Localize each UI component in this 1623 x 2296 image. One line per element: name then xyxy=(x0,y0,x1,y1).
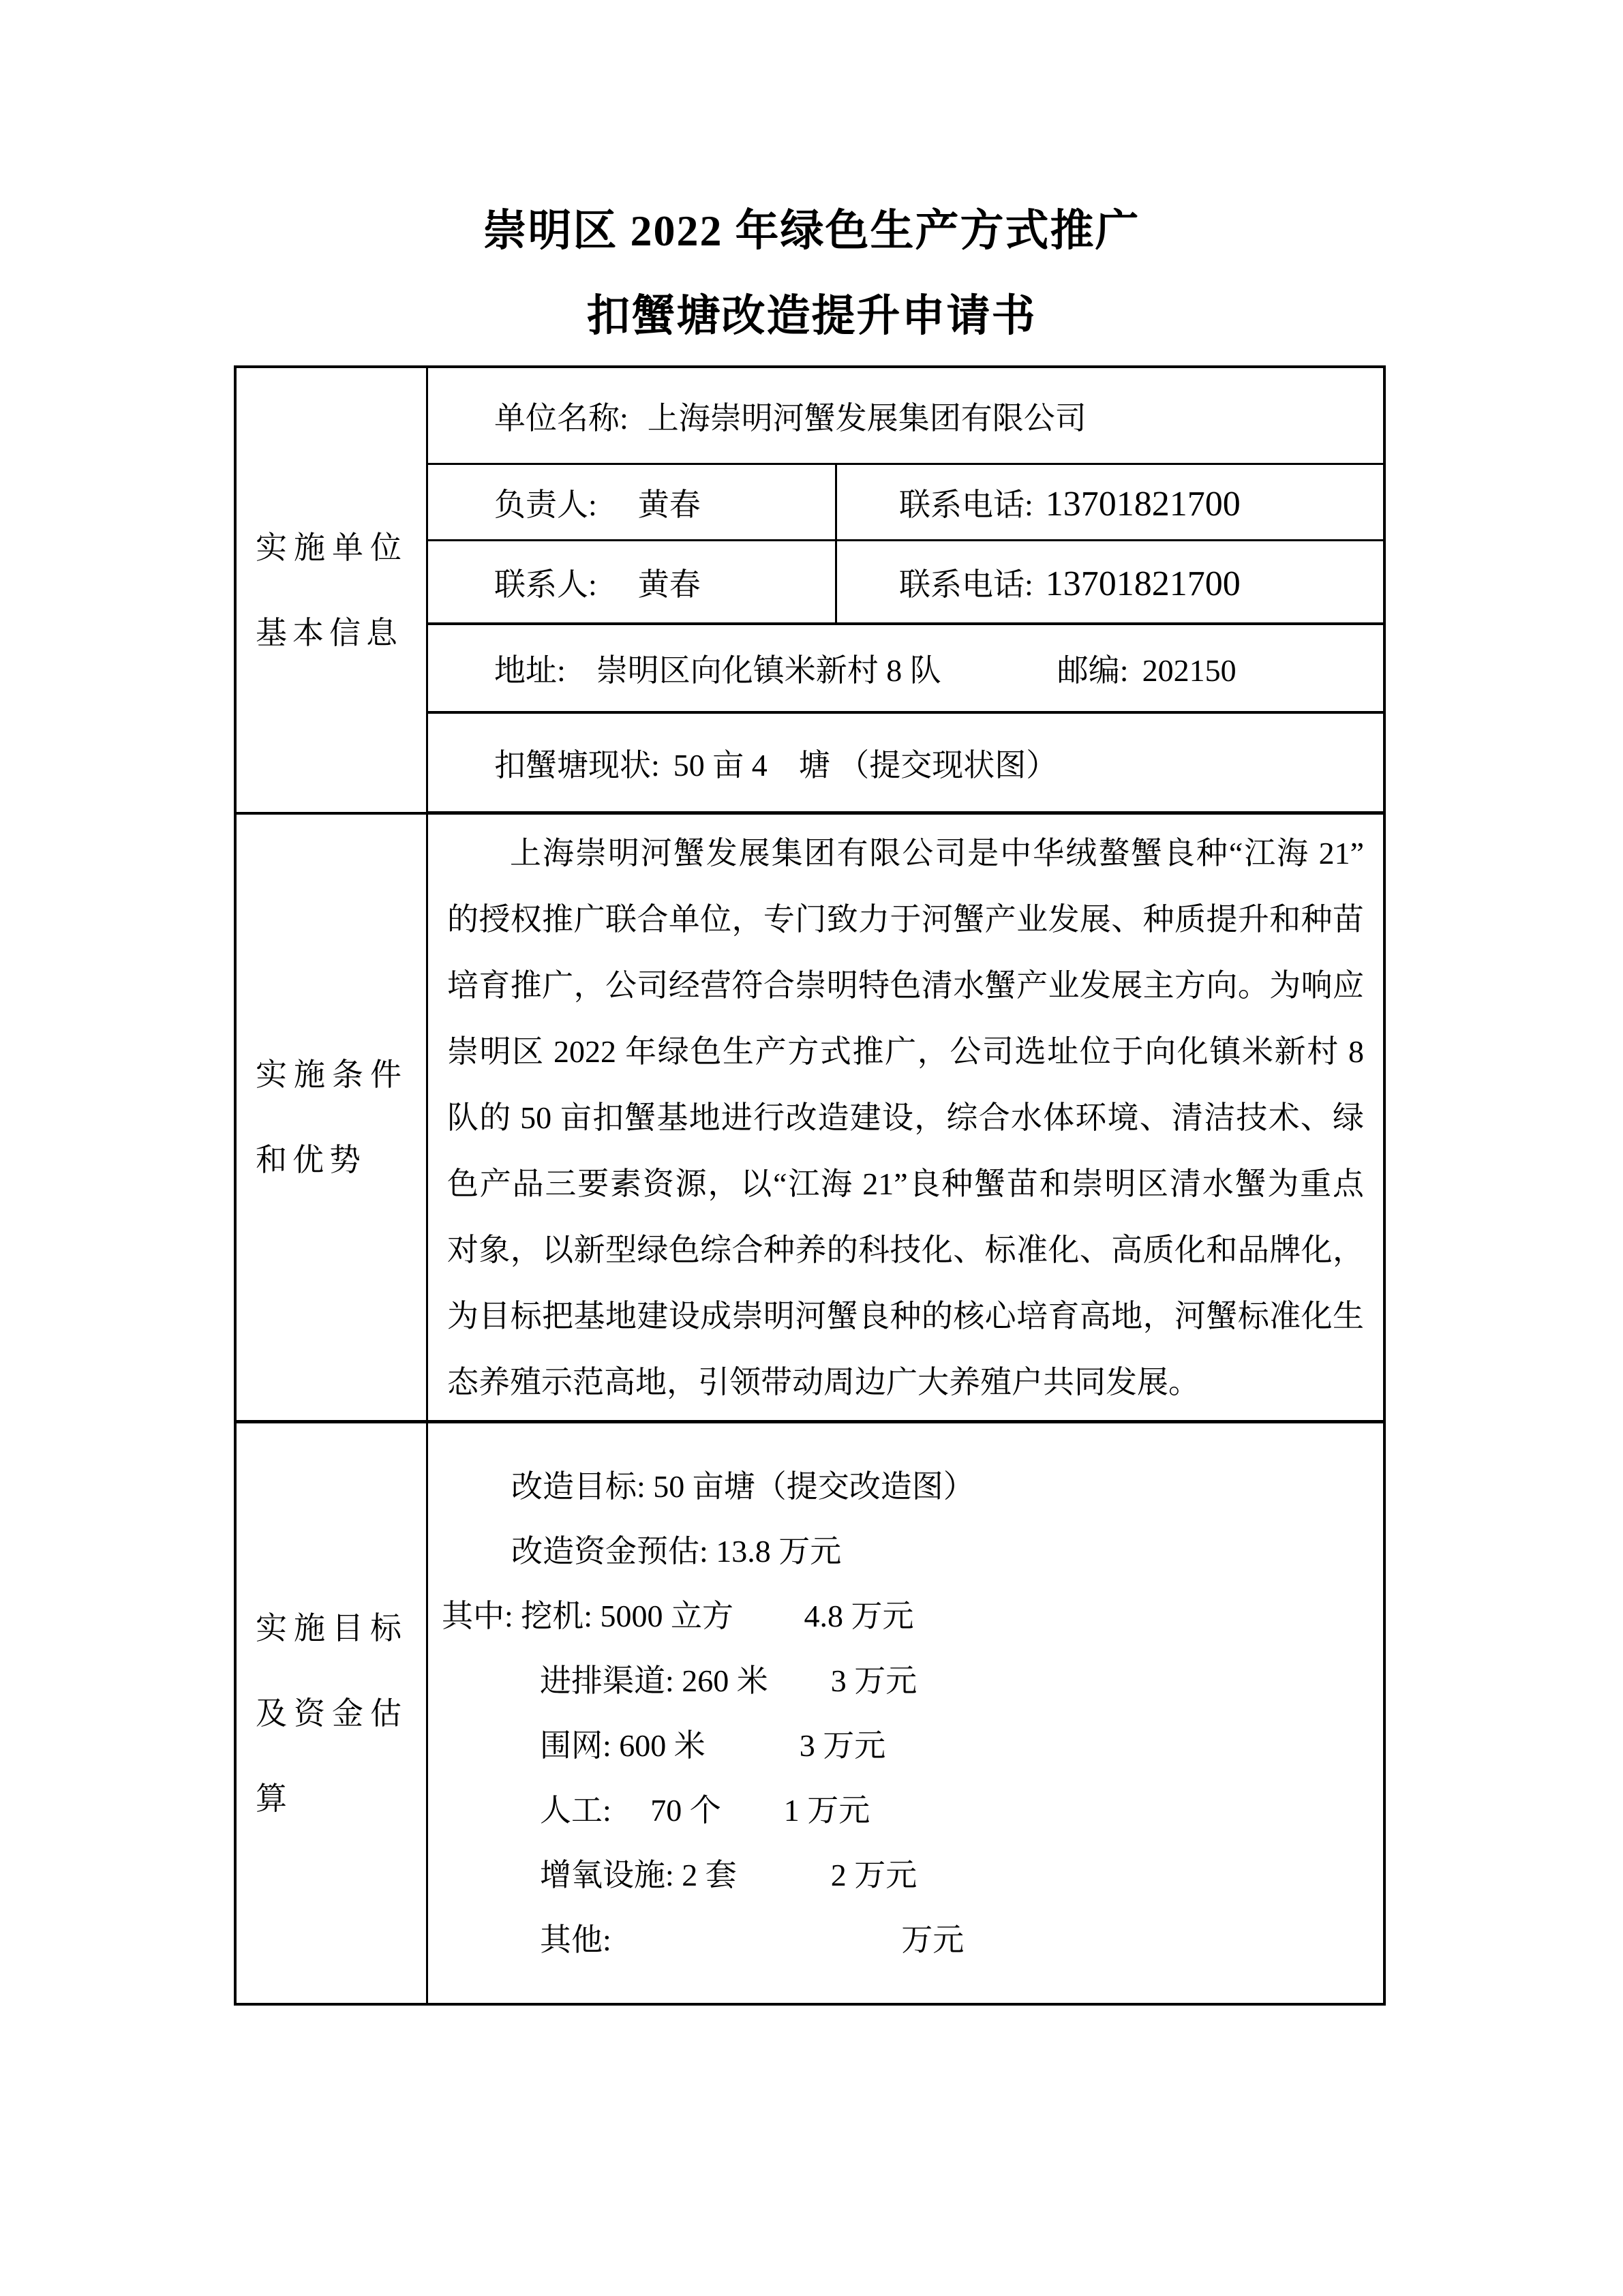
unit-name-value: 上海崇明河蟹发展集团有限公司 xyxy=(647,400,1087,436)
section-header-conditions xyxy=(237,815,428,1423)
unit-name-label: 单位名称: xyxy=(494,400,628,436)
goals-funding-lines xyxy=(428,1423,1383,2003)
goal-line-labor: 人工: 70 个 1 万元 xyxy=(540,1793,870,1828)
conditions-paragraph-line: 崇明区 2022 年绿色生产方式推广，公司选址位于向化镇米新村 8 xyxy=(447,1033,1364,1069)
conditions-paragraph-line: 为目标把基地建设成崇明河蟹良种的核心培育高地，河蟹标准化生 xyxy=(447,1298,1364,1333)
conditions-paragraph-line: 上海崇明河蟹发展集团有限公司是中华绒螯蟹良种“江海 21” xyxy=(510,835,1364,871)
goal-line-fence: 围网: 600 米 3 万元 xyxy=(540,1728,886,1763)
postcode-value: 202150 xyxy=(1142,653,1237,688)
contact-label: 联系人: xyxy=(494,567,597,602)
contact-phone-value: 13701821700 xyxy=(1045,564,1241,603)
application-form-table xyxy=(234,365,1386,2006)
goal-line-channels: 进排渠道: 260 米 3 万元 xyxy=(540,1663,917,1698)
section-header-goals-text: 实施目标及资金估算 xyxy=(256,1610,407,1816)
principal-label: 负责人: xyxy=(494,487,597,522)
conditions-paragraph-line: 态养殖示范高地，引领带动周边广大养殖户共同发展。 xyxy=(447,1364,1200,1400)
conditions-paragraph-line: 色产品三要素资源，以“江海 21”良种蟹苗和崇明区清水蟹为重点 xyxy=(447,1166,1364,1201)
conditions-paragraph-line: 的授权推广联合单位，专门致力于河蟹产业发展、种质提升和种苗 xyxy=(447,901,1364,937)
goal-line-target: 改造目标: 50 亩塘（提交改造图） xyxy=(511,1469,975,1504)
doc-title-line1: 崇明区 2022 年绿色生产方式推广 xyxy=(483,207,1140,255)
section-header-basic-info-text: 实施单位基本信息 xyxy=(256,530,407,650)
goal-line-other: 其他: 万元 xyxy=(540,1922,965,1957)
goal-line-aeration: 增氧设施: 2 套 2 万元 xyxy=(540,1858,917,1892)
postcode-label: 邮编: xyxy=(1057,653,1129,688)
conditions-paragraph-line: 对象，以新型绿色综合种养的科技化、标准化、高质化和品牌化， xyxy=(447,1232,1364,1267)
principal-phone-value: 13701821700 xyxy=(1045,484,1241,524)
pond-status-cell xyxy=(428,714,1383,815)
contact-phone-label: 联系电话: xyxy=(899,567,1033,602)
section-header-basic-info xyxy=(237,368,428,815)
conditions-paragraph xyxy=(428,815,1383,1423)
doc-title-line2: 扣蟹塘改造提升申请书 xyxy=(586,292,1037,340)
address-cell xyxy=(428,625,1383,714)
conditions-paragraph-line: 培育推广，公司经营符合崇明特色清水蟹产业发展主方向。为响应 xyxy=(447,967,1364,1003)
goal-line-excavator: 其中: 挖机: 5000 立方 4.8 万元 xyxy=(442,1599,914,1633)
pond-status-value: 50 亩 4 塘 （提交现状图） xyxy=(673,747,1058,783)
section-header-goals xyxy=(237,1423,428,2003)
principal-phone-label: 联系电话: xyxy=(899,487,1033,522)
principal-value: 黄春 xyxy=(637,487,701,522)
address-value: 崇明区向化镇米新村 8 队 xyxy=(596,653,941,688)
conditions-paragraph-line: 队的 50 亩扣蟹基地进行改造建设，综合水体环境、清洁技术、绿 xyxy=(447,1100,1364,1135)
contact-value: 黄春 xyxy=(637,567,701,602)
pond-status-label: 扣蟹塘现状: xyxy=(494,747,660,783)
section-header-conditions-text: 实施条件和优势 xyxy=(256,1057,407,1177)
address-label: 地址: xyxy=(494,653,566,688)
goal-line-budget: 改造资金预估: 13.8 万元 xyxy=(511,1534,842,1569)
